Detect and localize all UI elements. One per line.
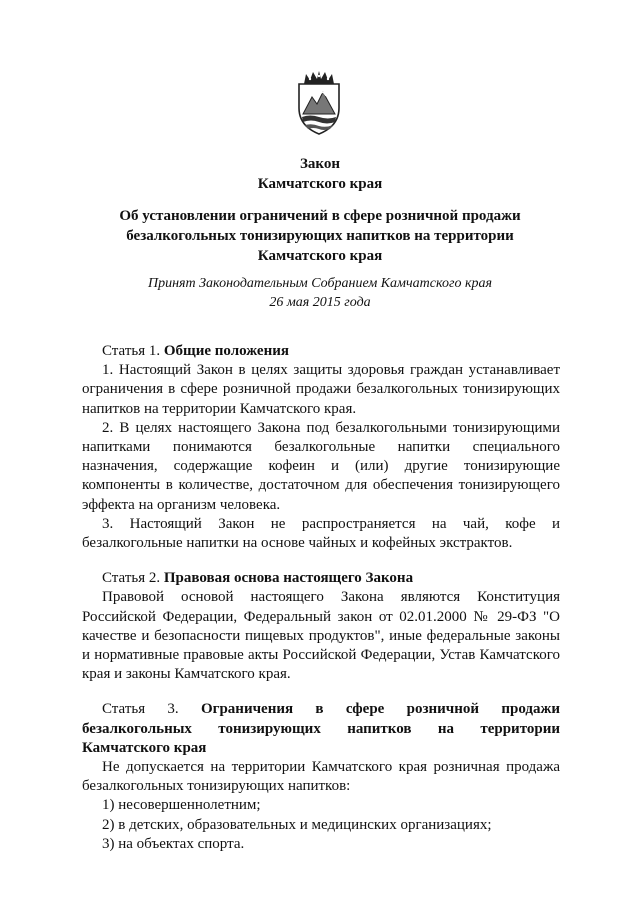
- article-1-paragraph-3: 3. Настоящий Закон не распространяется на чай, кофе и безалкогольные напитки на основе чайных и кофейных экстрактов.: [82, 515, 560, 552]
- article-3-title: Ограничения в сфере розничной продажи безалкогольных тонизирующих напитков на территории Камчатского края: [82, 701, 560, 756]
- article-3-number: Статья 3.: [102, 701, 179, 718]
- article-2-paragraph-1: Правовой основой настоящего Закона являются Конституция Российской Федерации, Федеральный закон от 02.01.2000 № 29-ФЗ "О качестве и безопасности пищевых продуктов", иные федеральные законы и нормативные правовые акты Российской Федерации, Устав Камчатского края и законы Камчатского края.: [82, 589, 560, 683]
- law-subject-line-2: безалкогольных тонизирующих напитков на территории: [126, 228, 514, 244]
- article-1-paragraph-1: 1. Настоящий Закон в целях защиты здоровья граждан устанавливает ограничения в сфере розничной продажи безалкогольных тонизирующих напитков на территории Камчатского края.: [82, 362, 560, 417]
- article-3-list-item-3: 3) на объектах спорта.: [102, 835, 245, 852]
- adoption-note: [0, 274, 640, 312]
- article-1-title: Общие положения: [163, 343, 289, 359]
- law-subject-line-3: Камчатского края: [257, 248, 383, 264]
- law-title-line-2: Камчатского края: [257, 176, 383, 192]
- article-1-number: Статья 1.: [102, 343, 161, 359]
- law-title: [0, 154, 640, 194]
- article-3-heading: [82, 700, 560, 758]
- article-1-heading: [82, 342, 560, 361]
- article-2-number: Статья 2.: [102, 570, 161, 587]
- article-2-heading: [82, 569, 560, 588]
- law-body: [82, 342, 560, 854]
- law-title-line-1: Закон: [299, 156, 340, 172]
- article-1-paragraph-2: 2. В целях настоящего Закона под безалкогольными тонизирующими напитками понимаются безалкогольные напитки специального назначения, содержащие кофеин и (или) другие тонизирующие компоненты в количестве, достаточном для обеспечения тонизирующего эффекта на организм человека.: [82, 419, 560, 513]
- article-2-title: Правовая основа настоящего Закона: [163, 570, 414, 587]
- kamchatka-coat-of-arms-icon: [293, 70, 345, 136]
- article-3-list-item-1: 1) несовершеннолетним;: [102, 797, 261, 814]
- article-3-list-item-2: 2) в детских, образовательных и медицинских организациях;: [102, 816, 492, 833]
- article-3-paragraph-1: Не допускается на территории Камчатского края розничная продажа безалкогольных тонизирующих напитков:: [82, 759, 560, 795]
- adoption-date: 26 мая 2015 года: [269, 295, 371, 310]
- adoption-note-line-1: Принят Законодательным Собранием Камчатского края: [147, 276, 493, 291]
- law-subject-line-1: Об установлении ограничений в сфере розничной продажи: [119, 208, 521, 224]
- law-subject: [0, 206, 640, 266]
